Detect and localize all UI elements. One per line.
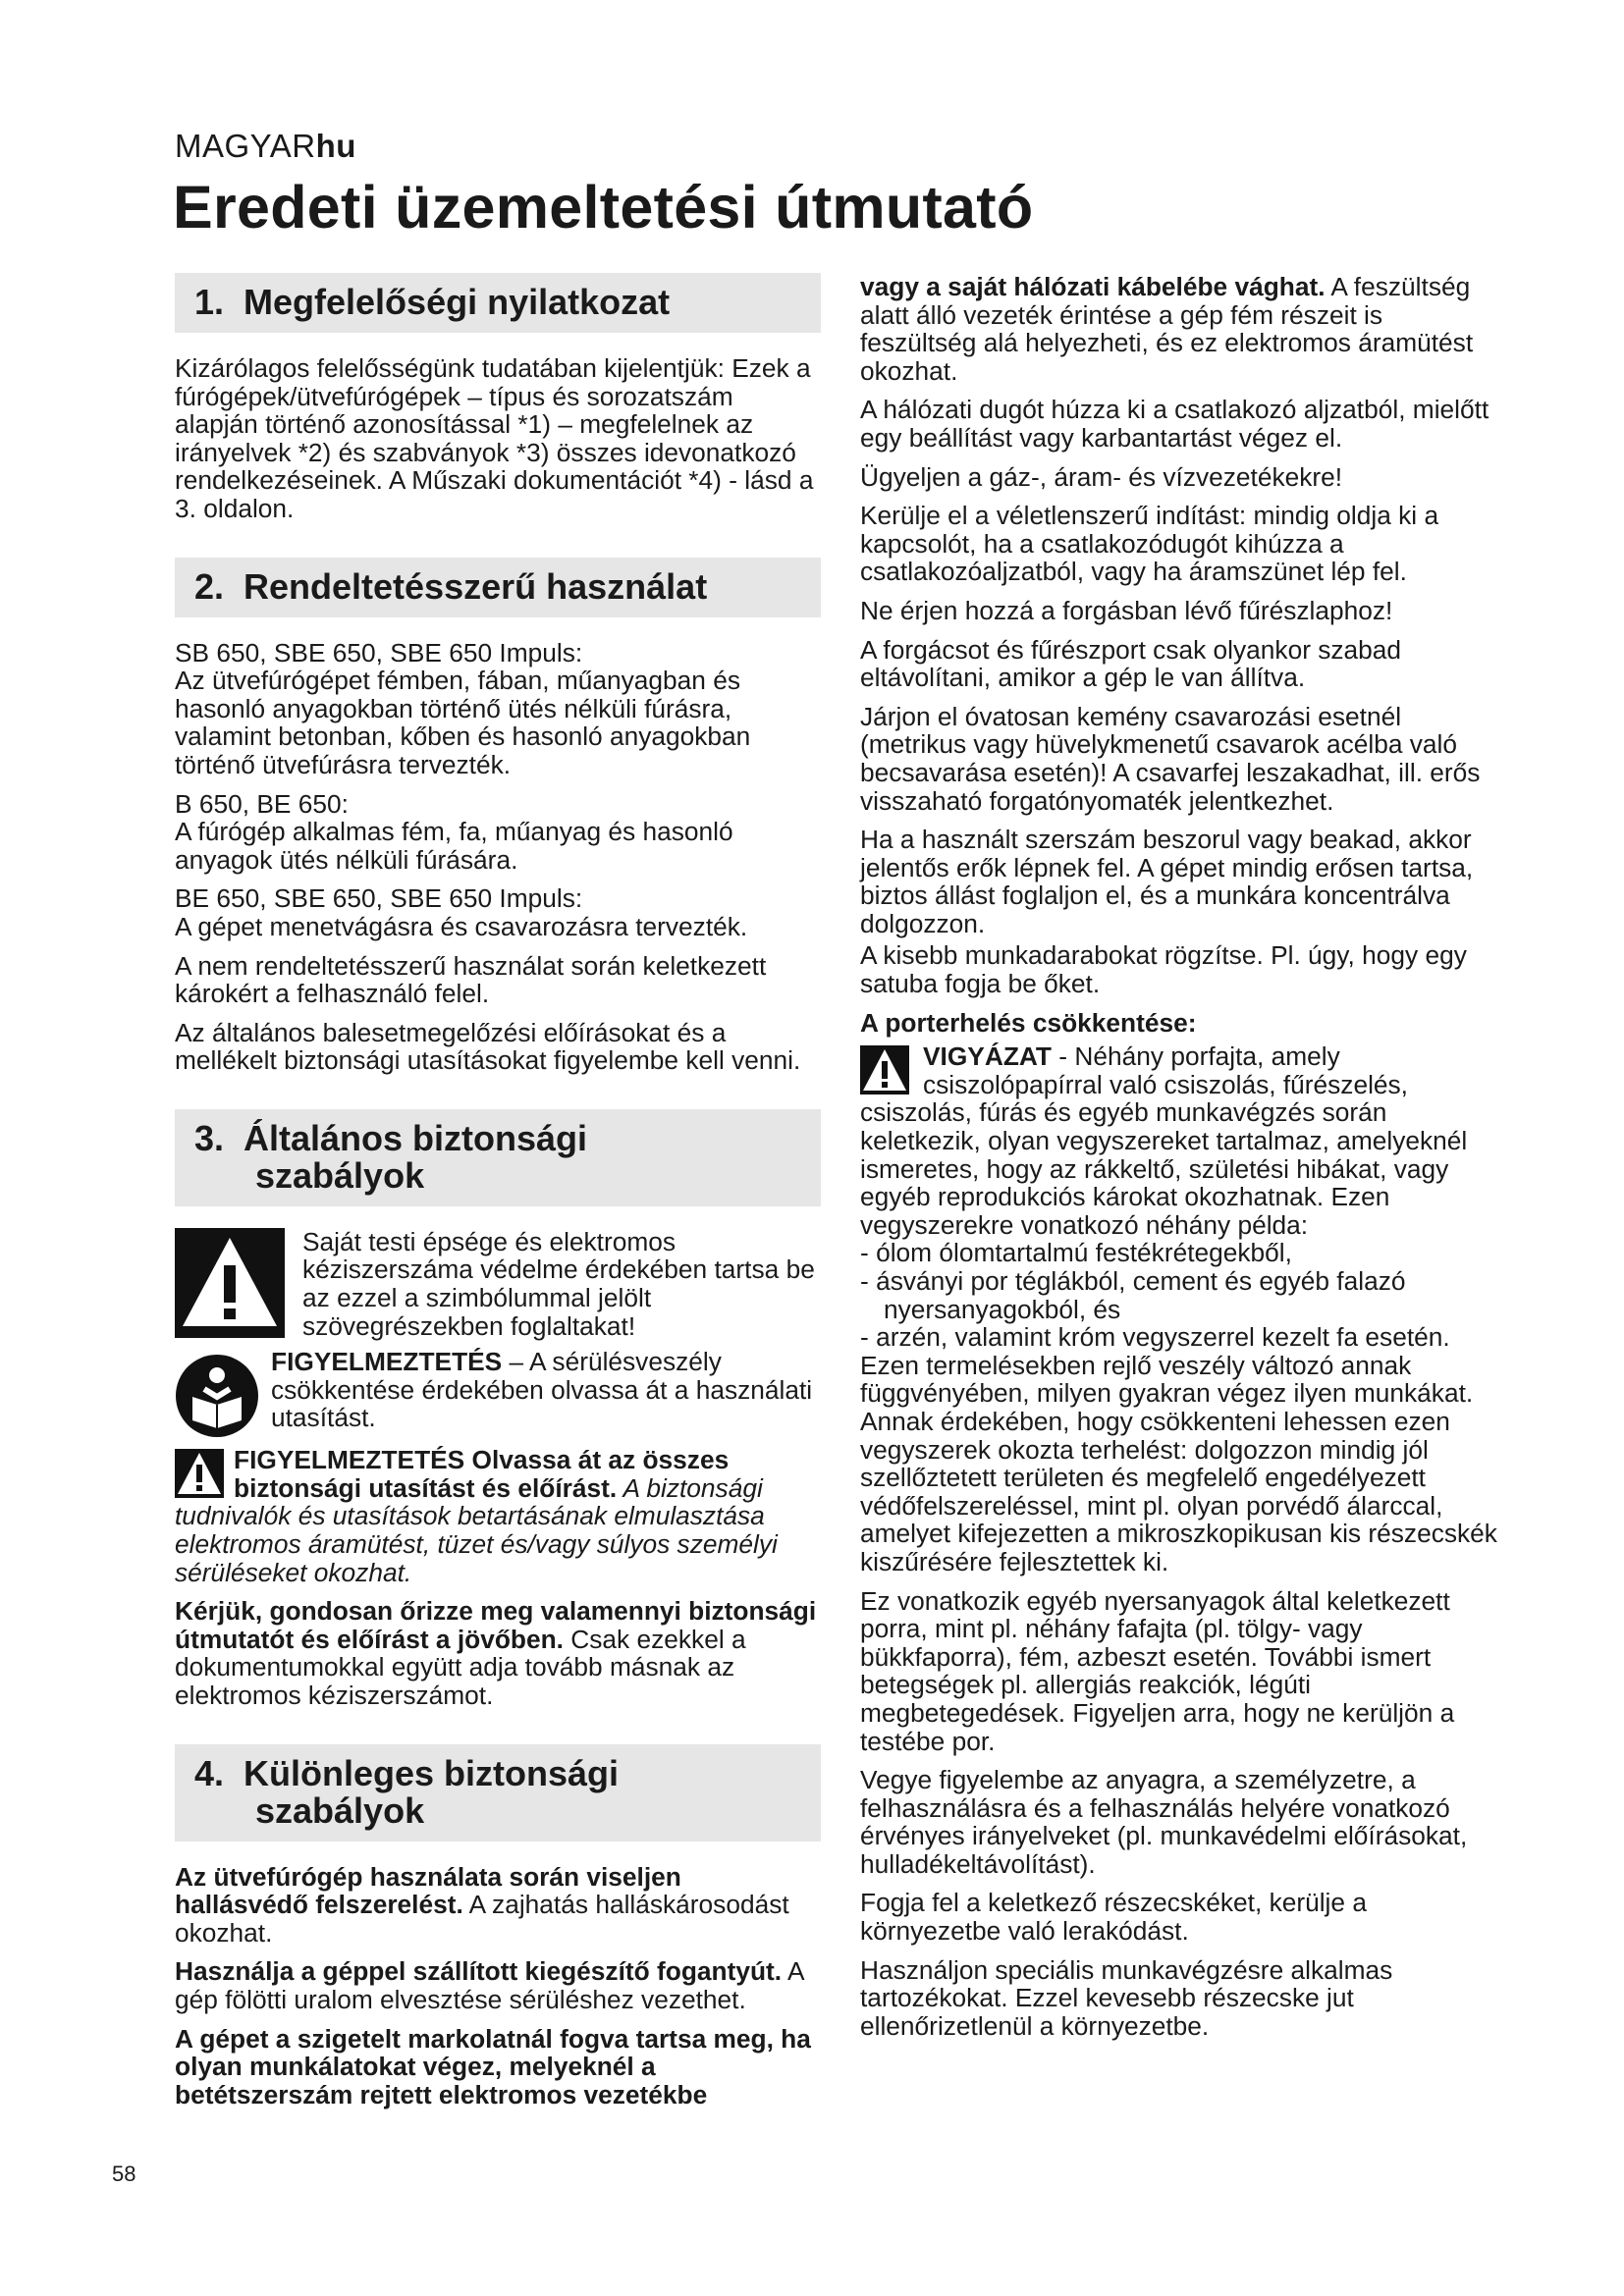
special-rule-3: A gépet a szigetelt markolatnál fogva tartsa meg, ha olyan munkálatokat végez, melyeknél a betétszerszám rejtett elektromos vezetékbe xyxy=(175,2023,811,2109)
right-paragraph-4: Kerülje el a véletlenszerű indítást: mindig oldja ki a kapcsolót, ha a csatlakozódugót kihúzza a csatlakozóaljzatból, vagy ha áramszünet lép fel. xyxy=(860,501,1439,587)
right-paragraph-9: A kisebb munkadarabokat rögzítse. Pl. úgy, hogy egy satuba fogja be őket. xyxy=(860,940,1467,999)
hazard-list xyxy=(860,1239,1500,1351)
safety-symbol-block xyxy=(175,1228,821,1340)
language-header: MAGYARhu xyxy=(175,128,356,164)
right-paragraph-14: Használjon speciális munkavégzésre alkalmas tartozékokat. Ezzel kevesebb részecske jut ellenőrizetlenül a környezetbe. xyxy=(860,1954,1393,2041)
usage-paragraph-3: BE 650, SBE 650, SBE 650 Impuls: A gépet menetvágásra és csavarozásra tervezték. xyxy=(175,883,748,941)
dust-heading: A porterhelés csökkentése: xyxy=(860,1007,1197,1038)
left-column xyxy=(175,273,821,2119)
warning-triangle-small-icon xyxy=(860,1045,909,1095)
right-paragraph-7: Járjon el óvatosan kemény csavarozási esetnél (metrikus vagy hüvelykmenetű csavarok acélba való becsavarása esetén)! A csavarfej leszakadhat, ill. erős visszaható forgatónyomaték jelentkezhet. xyxy=(860,701,1481,816)
read-manual-icon xyxy=(175,1354,259,1438)
right-paragraph-1: vagy a saját hálózati kábelébe vághat. A feszültség alatt álló vezeték érintése a gép fém részeit is feszültség alá helyezheti, és ez elektromos áramütést okozhat. xyxy=(860,272,1474,386)
usage-paragraph-2: B 650, BE 650: A fúrógép alkalmas fém, fa, műanyag és hasonló anyagok ütés nélküli fúrására. xyxy=(175,788,733,875)
special-rule-1: Az ütvefúrógép használata során viseljen hallásvédő felszerelést. A zajhatás halláskárosodást okozhat. xyxy=(175,1861,789,1948)
section-heading-4: 4. Különleges biztonsági szabályok xyxy=(175,1744,821,1842)
warning-triangle-small-icon xyxy=(175,1449,224,1498)
right-paragraph-12: Vegye figyelembe az anyagra, a személyzetre, a felhasználásra és a felhasználás helyére vonatkozó érvényes irányelveket (pl. munkavédelmi előírásokat, hulladékeltávolítást). xyxy=(860,1765,1468,1879)
list-item: - ásványi por téglákból, cement és egyéb falazó nyersanyagokból, és xyxy=(860,1266,1406,1324)
right-paragraph-11: Ez vonatkozik egyéb nyersanyagok által keletkezett porra, mint pl. néhány fafajta (pl. tölgy- vagy bükkfaporra), fém, azbeszt esetén. További ismert betegségek pl. allergiás reakciók, légúti megbetegedések. Figyeljen arra, hogy ne kerüljön a testébe por. xyxy=(860,1585,1455,1756)
declaration-text: Kizárólagos felelősségünk tudatában kijelentjük: Ezek a fúrógépek/ütvefúrógépek – típus és sorozatszám alapján történő azonosítással *1) – megfelelnek az irányelvek *2) és szabványok *3) összes idevonatkozó rendelkezéseinek. A Műszaki dokumentációt *4) - lásd a 3. oldalon. xyxy=(175,353,814,523)
caution-paragraph: VIGYÁZAT - Néhány porfajta, amely csiszolópapírral való csiszolás, fűrészelés, csiszolás, fúrás és egyéb munkavégzés során keletkezik, olyan vegyszereket tartalmaz, amelyeknél ismeretes, hogy az rákkeltő, születési hibákat, vagy egyéb reprodukciós károkat okozhatnak. Ezen vegyszerekre vonatkozó néhány példa: xyxy=(860,1041,1468,1240)
section-heading-2: 2. Rendeltetésszerű használat xyxy=(175,558,821,617)
list-item: - ólom ólomtartalmú festékrétegekből, xyxy=(860,1238,1292,1268)
section-heading-3: 3. Általános biztonsági szabályok xyxy=(175,1109,821,1206)
read-all-warning: FIGYELMEZTETÉS Olvassa át az összes biztonsági utasítást és előírást. A biztonsági tudnivalók és utasítások betartásának elmulasztása elektromos áramütést, tüzet és/vagy súlyos személyi sérüléseket okozhat. xyxy=(175,1445,778,1587)
right-paragraph-8: Ha a használt szerszám beszorul vagy beakad, akkor jelentős erők lépnek fel. A gépet mindig erősen tartsa, biztos állást foglaljon el, és a munkára koncentrálva dolgozzon. xyxy=(860,825,1474,938)
list-item: - arzén, valamint króm vegyszerrel kezelt fa esetén. xyxy=(860,1322,1450,1353)
safety-symbol-text: Saját testi épsége és elektromos kéziszerszáma védelme érdekében tartsa be az ezzel a szimbólummal jelölt szövegrészekben foglaltakat! xyxy=(302,1226,815,1341)
read-manual-warning: FIGYELMEZTETÉS – A sérülésveszély csökkentése érdekében olvassa át a használati utasítást. xyxy=(175,1348,821,1438)
usage-paragraph-5: Az általános balesetmegelőzési előírásokat és a mellékelt biztonsági utasításokat figyelembe kell venni. xyxy=(175,1017,801,1076)
usage-paragraph-4: A nem rendeltetésszerű használat során keletkezett károkért a felhasználó felel. xyxy=(175,950,767,1009)
right-paragraph-10: Ezen termelésekben rejlő veszély változó annak függvényében, milyen gyakran végez ilyen munkákat. Annak érdekében, hogy csökkenteni lehessen ezen vegyszerek okozta terhelést: dolgozzon mindig jól szellőztetett területen és megfelelő engedélyezett védőfelszereléssel, mint pl. olyan porvédő álarccal, amelyet kifejezetten a mikroszkopikusan kis részecskék kiszűrésére fejlesztettek ki. xyxy=(860,1350,1497,1576)
right-column xyxy=(860,273,1500,2051)
special-rule-2: Használja a géppel szállított kiegészítő fogantyút. A gép fölötti uralom elvesztése sérüléshez vezethet. xyxy=(175,1956,804,2014)
right-paragraph-6: A forgácsot és fűrészport csak olyankor szabad eltávolítani, amikor a gép le van állítva. xyxy=(860,634,1402,693)
page-title: Eredeti üzemeltetési útmutató xyxy=(173,174,1034,240)
right-paragraph-2: A hálózati dugót húzza ki a csatlakozó aljzatból, mielőtt egy beállítást vagy karbantartást végez el. xyxy=(860,395,1489,453)
page-number: 58 xyxy=(112,2162,136,2186)
warning-triangle-icon xyxy=(175,1228,285,1338)
right-paragraph-3: Ügyeljen a gáz-, áram- és vízvezetékekre! xyxy=(860,461,1343,492)
keep-instructions-text: Kérjük, gondosan őrizze meg valamennyi biztonsági útmutatót és előírást a jövőben. Csak ezekkel a dokumentumokkal együtt adja tovább másnak az elektromos kéziszerszámot. xyxy=(175,1596,817,1710)
usage-paragraph-1: SB 650, SBE 650, SBE 650 Impuls: Az ütvefúrógépet fémben, fában, műanyagban és hasonló anyagokban történő ütés nélküli fúrásra, valamint betonban, kőben és hasonló anyagokban történő ütvefúrásra tervezték. xyxy=(175,637,751,779)
right-paragraph-5: Ne érjen hozzá a forgásban lévő fűrészlaphoz! xyxy=(860,595,1393,625)
right-paragraph-13: Fogja fel a keletkező részecskéket, kerülje a környezetbe való lerakódást. xyxy=(860,1888,1367,1947)
section-heading-1: 1. Megfelelőségi nyilatkozat xyxy=(175,273,821,333)
